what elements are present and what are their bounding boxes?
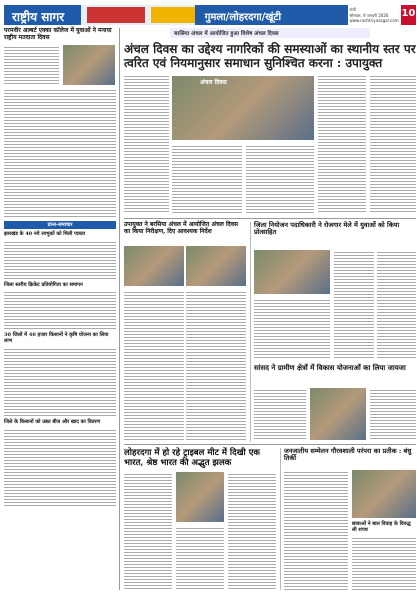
- story-text: [370, 388, 416, 440]
- story-text: [124, 290, 184, 440]
- story-photo: [63, 45, 115, 85]
- story-text: [228, 472, 276, 590]
- story-text: [176, 526, 224, 590]
- page-number: 10: [401, 5, 416, 25]
- story-text: [4, 45, 59, 85]
- section-box: प्रान्त-समाचार: [4, 221, 116, 229]
- story-headline: झारखंड के 40 नये लाभुकों को मिली पात्रता: [4, 230, 86, 237]
- divider: [280, 448, 281, 590]
- story-text: [246, 144, 314, 214]
- story-headline: जनजातीय सम्मेलन गौरवशाली परंपरा का प्रतीक : बंधु तिर्की: [284, 447, 412, 463]
- story-text: [4, 347, 116, 417]
- story-photo: [124, 246, 184, 286]
- ad-banner: [87, 7, 145, 23]
- date-line: सोमवार, 9 जनवरी 2026: [349, 12, 389, 18]
- left-column: [4, 28, 120, 590]
- ad-banner: [151, 7, 195, 23]
- story-text: [4, 240, 116, 280]
- story-text: [254, 388, 306, 440]
- story-text: [124, 74, 169, 214]
- photo-caption: अंचल दिवस: [200, 79, 227, 86]
- divider: [250, 222, 251, 442]
- story-headline: जिला नियोजन पदाधिकारी ने रोजगार मेले में युवाओं को किया प्रोत्साहित: [254, 221, 400, 237]
- story-text: [334, 250, 374, 360]
- masthead-ads: [81, 5, 195, 25]
- masthead: [4, 5, 416, 25]
- story-text: [4, 88, 116, 218]
- story-headline: जिले के किसानों को उन्नत बीज और खाद का वितरण: [4, 418, 101, 425]
- main-headline: अंचल दिवस का उद्देश्य नागरिकों की समस्याओं का स्थानीय स्तर पर त्वरित एवं नियमानुसार समाधान सुनिश्चित करना : उपायुक्त: [124, 42, 416, 70]
- divider: [124, 444, 416, 445]
- story-text: [254, 298, 330, 360]
- main-photo: [172, 76, 314, 140]
- story-text: [318, 74, 366, 214]
- story-photo: [254, 250, 330, 294]
- story-photo: [176, 472, 224, 522]
- kicker: बरसिया अंचल में आयोजित हुआ विशेष अंचल दिवस: [170, 28, 370, 38]
- city: रांची: [349, 7, 356, 12]
- story-photo: [186, 246, 246, 286]
- story-headline: 30 जिलों में 40 हजार किसानों ने कृषि योजना का लिया लाभ: [4, 332, 109, 345]
- paper-name: राष्ट्रीय सागर: [4, 5, 81, 25]
- story-headline: उपायुक्त ने बरसिया अंचल में आयोजित अंचल दिवस का किया निरीक्षण, दिए आवश्यक निर्देश: [124, 221, 239, 235]
- story-text: [124, 472, 172, 590]
- divider: [124, 218, 416, 219]
- story-photo: [310, 388, 366, 440]
- story-headline: जिला स्तरीय क्रिकेट प्रतियोगिता का समापन: [4, 281, 83, 288]
- story-headline: सांसद ने ग्रामीण क्षेत्रों में विकास योजनाओं का लिया जायजा: [254, 363, 406, 372]
- story-text: [186, 290, 246, 440]
- story-text: [352, 536, 416, 590]
- date-info: [348, 5, 401, 25]
- story-headline: लोहरदगा में हो रहे ट्राइबल मीट में दिखी एक भारत, श्रेष्ठ भारत की अद्भुत झलक: [124, 448, 260, 468]
- story-headline: परमवीर अल्बर्ट एक्का कॉलेज में युवाओं ने मनाया राष्ट्रीय मतदाता दिवस: [4, 27, 112, 41]
- story-headline: छात्राओं ने बाल विवाह के विरुद्ध ली शपथ: [352, 521, 411, 533]
- story-text: [377, 250, 416, 360]
- story-text: [370, 74, 416, 214]
- story-text: [4, 428, 116, 508]
- story-text: [172, 144, 242, 214]
- story-photo: [352, 470, 416, 518]
- story-text: [4, 290, 116, 330]
- story-text: [284, 470, 348, 590]
- edition-title: गुमला/लोहरदगा/खूंटी: [195, 5, 348, 25]
- website: www.rashtriyasagar.com: [349, 18, 399, 24]
